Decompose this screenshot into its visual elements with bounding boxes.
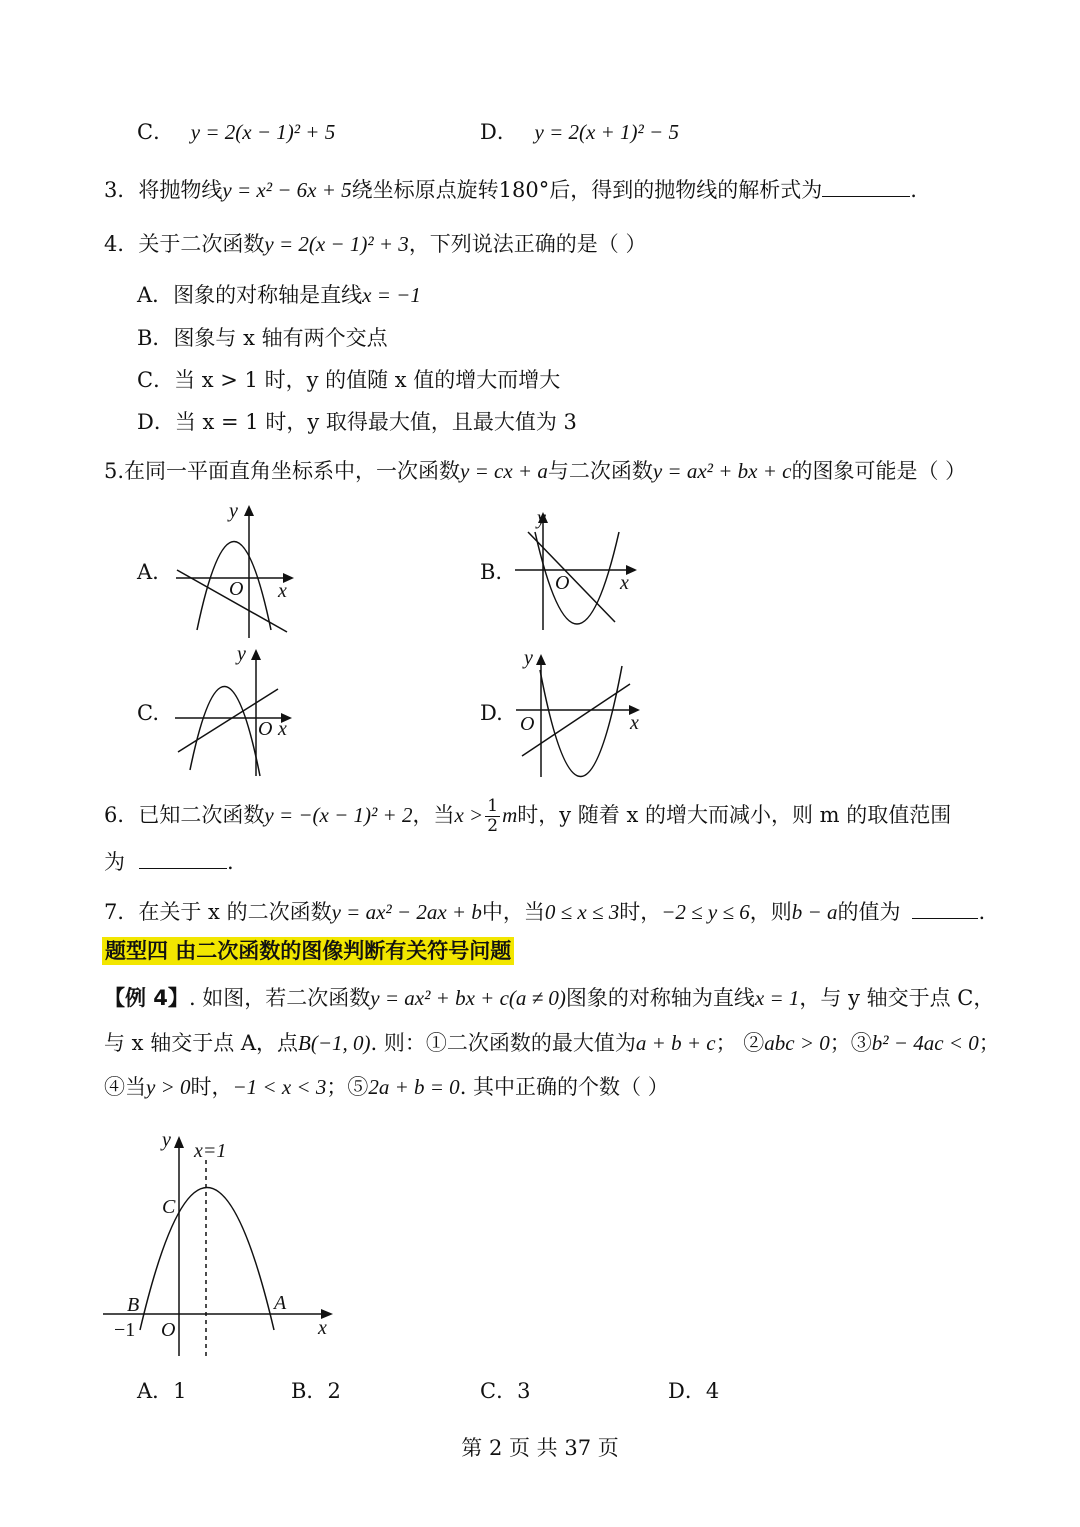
parabola (190, 686, 260, 776)
example-4-line2 (104, 1033, 1000, 1054)
condition: m (502, 803, 518, 827)
example-expression: y = ax² + bx + c(a ≠ 0) (370, 986, 566, 1010)
y-label: y (162, 1129, 171, 1151)
question-3 (104, 178, 917, 201)
y-axis-arrow (244, 505, 254, 516)
question-text: 时，y 随着 x 的增大而减小，则 m 的取值范围 (517, 803, 952, 827)
origin-label: O (229, 578, 244, 600)
parabola (140, 1188, 274, 1331)
example-text: 图象的对称轴为直线 (565, 986, 755, 1010)
question-5 (104, 461, 966, 482)
question-text: 绕坐标原点旋转180°后，得到的抛物线的解析式为 (351, 178, 823, 202)
example-expression: −1 < x < 3 (232, 1075, 327, 1099)
fraction-numerator: 1 (487, 796, 499, 816)
example-tag: 【例 4】 (104, 986, 189, 1010)
y-label: y (537, 507, 546, 529)
question-text: 时， (619, 900, 662, 924)
question-expression: y = ax² + bx + c (652, 459, 792, 483)
question-4 (104, 234, 647, 255)
y-label: y (237, 643, 246, 665)
point-c-label: C (162, 1196, 176, 1218)
question-text: 与二次函数 (547, 459, 653, 483)
x-label: x (278, 580, 287, 602)
option-expression: x = −1 (362, 283, 421, 307)
option-label: B． (291, 1379, 328, 1403)
example-4-option-b[interactable] (291, 1381, 341, 1402)
option-label: D． (480, 120, 518, 144)
y-axis-arrow (174, 1136, 184, 1148)
example-text: 时， (190, 1075, 233, 1099)
y-label: y (524, 647, 533, 669)
graph-b (510, 505, 645, 635)
line (528, 532, 615, 622)
option-text: 当 x > 1 时，y 的值随 x 值的增大而增大 (174, 368, 561, 392)
example-4-option-d[interactable] (668, 1381, 719, 1402)
example-text: ，与 y 轴交于点 C， (799, 986, 995, 1010)
question-text: . (978, 900, 986, 924)
example-expression: y > 0 (146, 1075, 191, 1099)
section-title-text: 题型四 由二次函数的图像判断有关符号问题 (102, 937, 514, 965)
question-text: ，下列说法正确的是（ ） (408, 232, 647, 256)
example-text: . 则：①二次函数的最大值为 (370, 1031, 636, 1055)
example-text: ④当 (104, 1075, 146, 1099)
question-number: 4． (104, 232, 139, 256)
question-text: 为 (104, 850, 125, 874)
origin-label: O (161, 1319, 176, 1341)
condition: 0 ≤ x ≤ 3 (544, 900, 620, 924)
option-label: C． (137, 368, 175, 392)
answer-blank[interactable] (912, 900, 978, 919)
example-text: ；⑤ (326, 1075, 369, 1099)
option-text: 图象的对称轴是直线 (173, 283, 363, 307)
question-text: 的值为 (837, 900, 901, 924)
question-text: 已知二次函数 (138, 803, 265, 827)
option-label: A． (137, 283, 174, 307)
option-label: C． (480, 1379, 518, 1403)
origin-label: O (520, 713, 535, 735)
option-text: 当 x = 1 时，y 取得最大值，且最大值为 3 (174, 410, 577, 434)
origin-label: O (258, 718, 273, 740)
q5-option-c-label[interactable]: C. (137, 701, 159, 725)
parabola (535, 532, 619, 624)
option-value: 2 (327, 1379, 341, 1403)
option-expression: y = 2(x + 1)² − 5 (534, 120, 679, 144)
option-label: D． (668, 1379, 706, 1403)
symmetry-label: x=1 (194, 1140, 227, 1162)
q2-option-d (480, 122, 679, 143)
example-text: 与 x 轴交于点 A，点 (104, 1031, 299, 1055)
example-expression: b² − 4ac < 0 (871, 1031, 979, 1055)
q4-option-a (137, 285, 421, 306)
x-label: x (620, 572, 629, 594)
origin-label: O (555, 572, 570, 594)
question-text: 在同一平面直角坐标系中，一次函数 (124, 459, 461, 483)
y-axis-arrow (536, 654, 546, 665)
question-expression: y = −(x − 1)² + 2 (264, 803, 413, 827)
x-label: x (318, 1317, 327, 1339)
question-number: 6． (104, 803, 139, 827)
condition: −2 ≤ y ≤ 6 (661, 900, 750, 924)
question-text: ，当 (412, 803, 455, 827)
question-6 (104, 798, 951, 835)
question-number: 7． (104, 900, 139, 924)
example-text: ； ② (715, 1031, 765, 1055)
option-value: 4 (705, 1379, 720, 1403)
parabola (540, 666, 622, 777)
question-expression: y = ax² − 2ax + b (331, 900, 482, 924)
example-text: . 其中正确的个数（ ） (459, 1075, 669, 1099)
option-text: 图象与 x 轴有两个交点 (173, 326, 388, 350)
condition: x > (454, 803, 484, 827)
question-text: . (910, 178, 917, 202)
example-text: ；③ (829, 1031, 872, 1055)
example-4-option-a[interactable] (137, 1381, 187, 1402)
q4-option-d (137, 412, 577, 433)
y-label: y (229, 500, 238, 522)
q2-option-c (137, 122, 335, 143)
fraction (485, 798, 500, 835)
example-4-line1 (104, 988, 994, 1009)
q5-option-b-label[interactable]: B. (480, 560, 503, 584)
option-label: C． (137, 120, 175, 144)
example-expression: x = 1 (754, 986, 800, 1010)
page-footer: 第 2 页 共 37 页 (461, 1436, 619, 1460)
question-text: 关于二次函数 (138, 232, 265, 256)
y-axis-arrow (251, 649, 261, 660)
question-expression: y = 2(x − 1)² + 3 (264, 232, 409, 256)
example-expression: abc > 0 (764, 1031, 830, 1055)
option-value: 1 (173, 1379, 187, 1403)
example-expression: B(−1, 0) (298, 1031, 371, 1055)
option-expression: y = 2(x − 1)² + 5 (190, 120, 336, 144)
answer-blank[interactable] (822, 178, 910, 197)
q5-option-a-label[interactable]: A. (137, 560, 159, 584)
graph-d (510, 645, 650, 780)
example-expression: a + b + c (635, 1031, 716, 1055)
question-number: 3． (104, 178, 139, 202)
point-a-label: A (274, 1292, 287, 1314)
question-6-line2: 为 . (104, 850, 234, 874)
q4-option-b (137, 328, 388, 349)
question-text: ，则 (749, 900, 792, 924)
question-expression: b − a (791, 900, 838, 924)
graph-a (170, 500, 300, 645)
option-value: 3 (517, 1379, 531, 1403)
x-label: x (630, 712, 639, 734)
question-number: 5. (104, 459, 125, 483)
example-4-graph (100, 1125, 340, 1365)
question-expression: y = cx + a (460, 459, 548, 483)
question-text: 将抛物线 (138, 178, 223, 202)
question-text: 在关于 x 的二次函数 (138, 900, 332, 924)
question-expression: y = x² − 6x + 5 (222, 178, 352, 202)
example-text: ； (978, 1031, 1000, 1055)
example-expression: 2a + b = 0 (368, 1075, 460, 1099)
option-label: A． (137, 1379, 174, 1403)
answer-blank[interactable] (139, 850, 227, 869)
option-label: D． (137, 410, 175, 434)
q4-option-c (137, 370, 560, 391)
option-label: B． (137, 326, 174, 350)
graph-c (170, 642, 300, 778)
minus-one-label: −1 (114, 1319, 136, 1341)
fraction-denominator: 2 (487, 816, 499, 836)
question-text: 中，当 (481, 900, 545, 924)
point-b-label: B (127, 1294, 140, 1316)
q5-option-d-label[interactable]: D. (480, 701, 503, 725)
line (522, 684, 630, 756)
question-text: 的图象可能是（ ） (791, 459, 967, 483)
example-4-option-c[interactable] (480, 1381, 530, 1402)
section-title (102, 941, 514, 962)
example-4-line3 (104, 1077, 669, 1098)
x-label: x (278, 718, 287, 740)
question-7 (104, 900, 985, 923)
example-text: . 如图，若二次函数 (188, 986, 371, 1010)
